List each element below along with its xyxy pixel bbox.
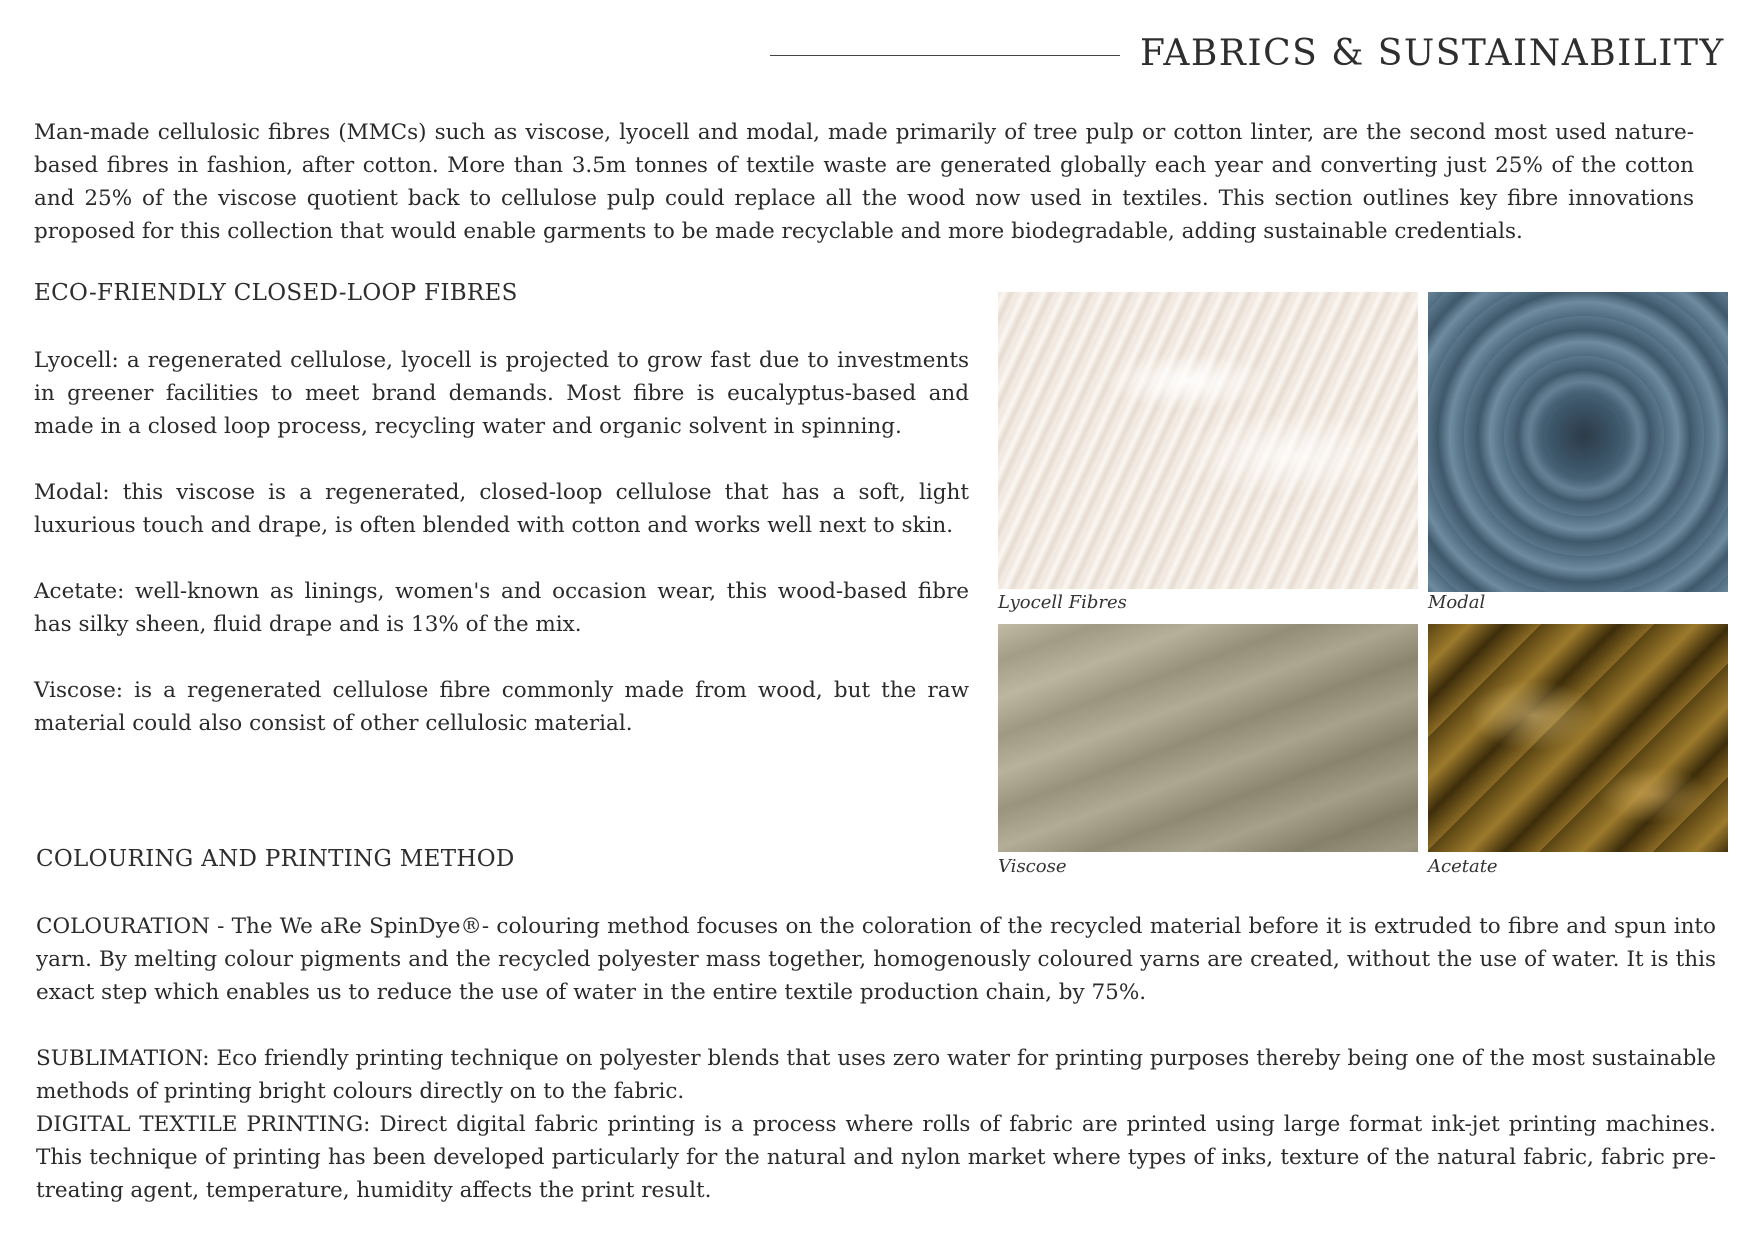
modal-fabric-photo (1428, 292, 1728, 592)
lyocell-paragraph: Lyocell: a regenerated cellulose, lyocell is projected to grow fast due to investments in greener facilities to meet brand demands. Most fibre is eucalyptus-based and made in a closed loop process, recycling water and organic solvent in spinning. (34, 348, 969, 439)
viscose-fabric-photo (998, 624, 1418, 852)
header-rule (770, 55, 1120, 56)
colouring-methods (36, 910, 1716, 1207)
acetate-caption: Acetate (1428, 856, 1498, 877)
acetate-fabric-photo (1428, 624, 1728, 852)
lyocell-fibres-photo (998, 292, 1418, 589)
modal-paragraph: Modal: this viscose is a regenerated, closed-loop cellulose that has a soft, light luxurious touch and drape, is often blended with cotton and works well next to skin. (34, 480, 969, 538)
colour-section-heading: COLOURING AND PRINTING METHOD (36, 846, 515, 872)
digital-printing-paragraph: DIGITAL TEXTILE PRINTING: Direct digital fabric printing is a process where rolls of fabric are printed using large format ink-jet printing machines. This technique of printing has been developed particularly for the natural and nylon market where types of inks, texture of the natural fabric, fabric pre-treating agent, temperature, humidity affects the print result. (36, 1112, 1716, 1203)
sublimation-paragraph: SUBLIMATION: Eco friendly printing technique on polyester blends that uses zero water for printing purposes thereby being one of the most sustainable methods of printing bright colours directly on to the fabric. (36, 1046, 1716, 1104)
intro-paragraph: Man-made cellulosic fibres (MMCs) such as viscose, lyocell and modal, made primarily of tree pulp or cotton linter, are the second most used nature-based fibres in fashion, after cotton. More than 3.5m tonnes of textile waste are generated globally each year and converting just 25% of the cotton and 25% of the viscose quotient back to cellulose pulp could replace all the wood now used in textiles. This section outlines key fibre innovations proposed for this collection that would enable garments to be made recyclable and more biodegradable, adding sustainable credentials. (34, 120, 1694, 244)
fibre-descriptions (34, 344, 969, 773)
modal-caption: Modal (1428, 592, 1486, 613)
lyocell-caption: Lyocell Fibres (998, 592, 1127, 613)
colouration-paragraph: COLOURATION - The We aRe SpinDye®- colouring method focuses on the coloration of the recycled material before it is extruded to fibre and spun into yarn. By melting colour pigments and the recycled polyester mass together, homogenously coloured yarns are created, without the use of water. It is this exact step which enables us to reduce the use of water in the entire textile production chain, by 75%. (36, 914, 1716, 1005)
viscose-caption: Viscose (998, 856, 1067, 877)
page-title: FABRICS & SUSTAINABILITY (1140, 33, 1725, 74)
eco-section-heading: ECO-FRIENDLY CLOSED-LOOP FIBRES (34, 280, 518, 306)
acetate-paragraph: Acetate: well-known as linings, women's and occasion wear, this wood-based fibre has silky sheen, fluid drape and is 13% of the mix. (34, 579, 969, 637)
viscose-paragraph: Viscose: is a regenerated cellulose fibre commonly made from wood, but the raw material could also consist of other cellulosic material. (34, 678, 969, 736)
